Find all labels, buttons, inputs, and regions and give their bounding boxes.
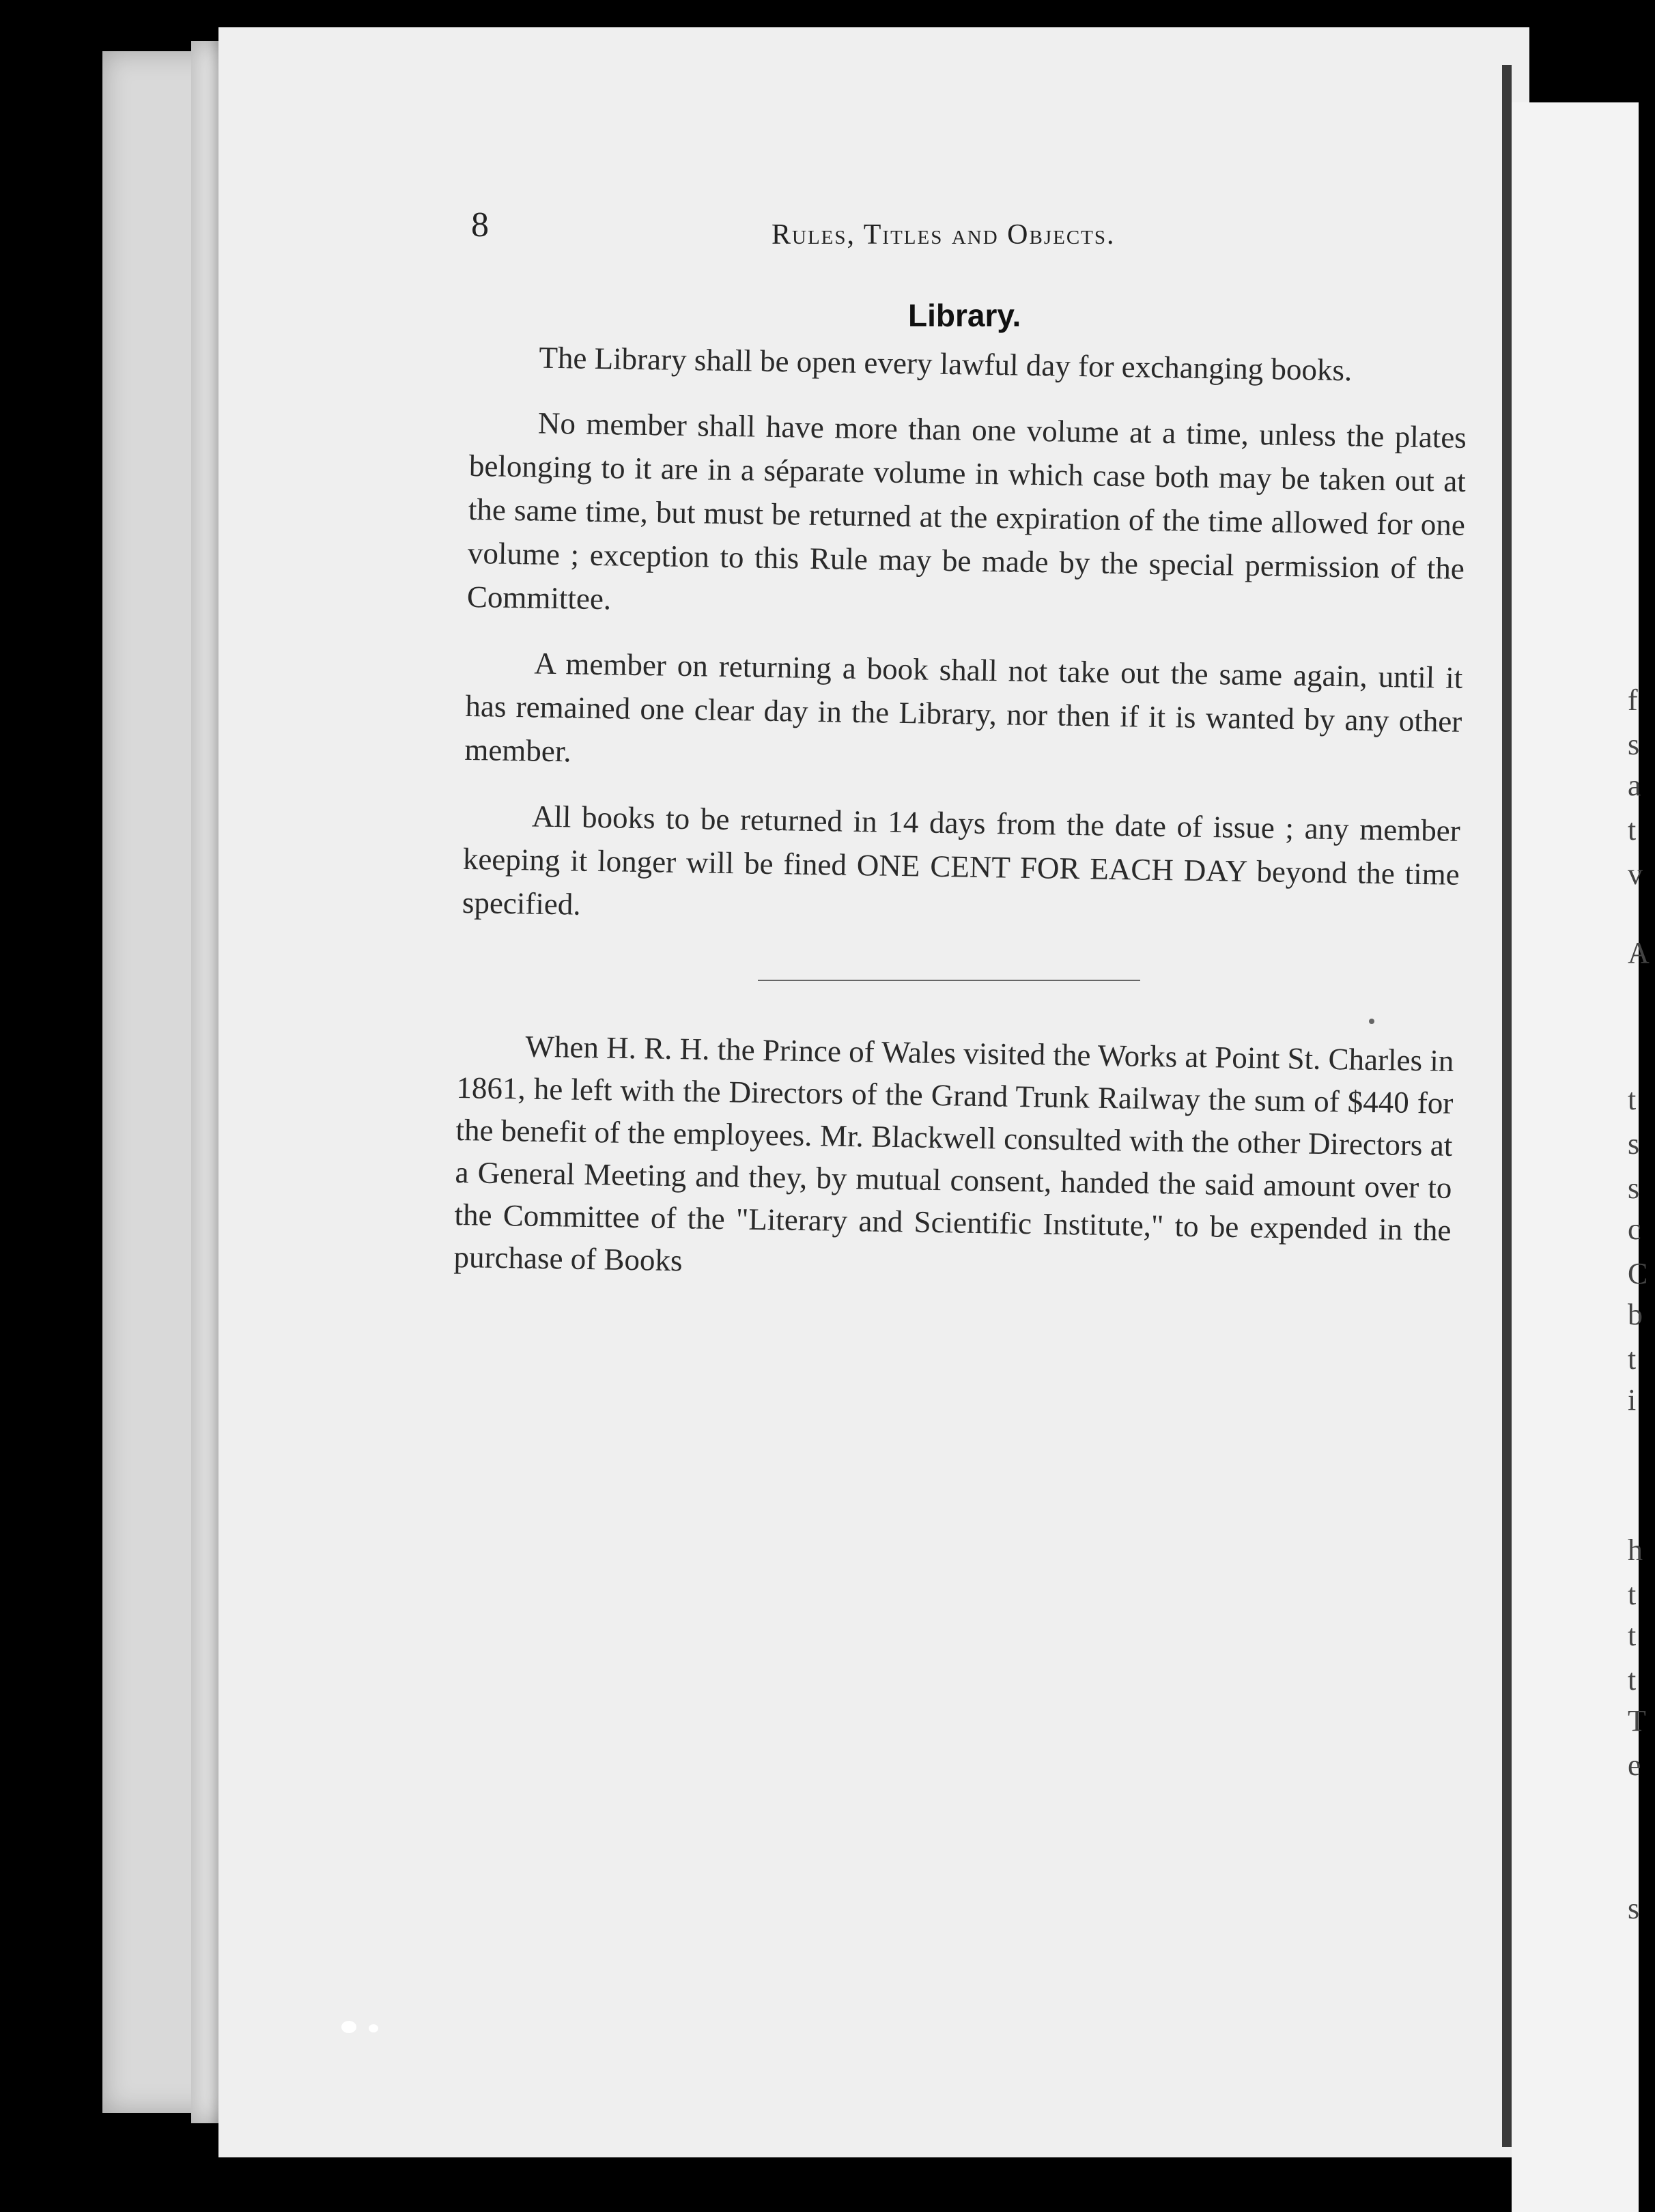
edge-letter: c [1628, 1213, 1641, 1246]
edge-letter: f [1628, 683, 1638, 717]
edge-letter: i [1628, 1383, 1637, 1417]
library-rules [462, 335, 1468, 962]
edge-letter: s [1628, 728, 1640, 761]
edge-letter: A [1628, 936, 1650, 969]
edge-letter: t [1628, 1663, 1637, 1697]
edge-letter: t [1628, 1578, 1637, 1611]
edge-letter: t [1628, 813, 1637, 847]
edge-letter: b [1628, 1298, 1643, 1331]
running-title: Rules, Titles and Objects. [772, 219, 1116, 251]
edge-letter: t [1628, 1619, 1637, 1652]
edge-letter: C [1628, 1257, 1648, 1290]
edge-letter: a [1628, 769, 1641, 802]
historical-note [453, 1024, 1454, 1294]
page-number: 8 [471, 205, 489, 244]
note-paragraph: When H. R. H. the Prince of Wales visited the Works at Point St. Charles in 1861, he left with the Directors of the Grand Trunk Railway the sum of $440 for the benefit of the employees. Mr. Blackwell consulted with the other Directors at a General Meeting and they, by mutual consent, handed the said amount over to the Committee of the "Literary and Scientific Institute," to be expended in the purchase of Books [453, 1029, 1454, 1278]
edge-letter: v [1628, 857, 1643, 891]
scan-speck [341, 2021, 356, 2033]
edge-letter: e [1628, 1748, 1641, 1782]
section-divider [758, 980, 1140, 981]
scan-speck [1369, 1019, 1374, 1024]
rule-paragraph: A member on returning a book shall not take out the same again, until it has remained one clear day in the Library, nor then if it is wanted by any other member. [464, 646, 1463, 769]
section-heading: Library. [908, 298, 1021, 333]
edge-letter: s [1628, 1892, 1640, 1925]
rule-paragraph: The Library shall be open every lawful day for exchanging books. [539, 340, 1353, 388]
edge-letter: s [1628, 1172, 1640, 1205]
scan-speck [369, 2024, 378, 2032]
book-gutter [1502, 65, 1512, 2147]
edge-letter: t [1628, 1083, 1637, 1116]
page-header [471, 205, 1461, 259]
rule-paragraph: All books to be returned in 14 days from the date of issue ; any member keeping it longer will be fined ONE CENT FOR EACH DAY beyond the time specified. [462, 799, 1461, 922]
edge-letter: t [1628, 1342, 1637, 1376]
edge-letter: h [1628, 1533, 1643, 1567]
facing-page-edge [1512, 102, 1650, 2212]
rule-paragraph: No member shall have more than one volume at a time, unless the plates belonging to it are in a séparate volume in which case both may be taken out at the same time, but must be returned at the expiration of the time allowed for one volume ; exception to this Rule may be made by the special permission of the Committee. [466, 406, 1467, 616]
edge-letter: T [1628, 1704, 1646, 1738]
edge-letter: s [1628, 1127, 1640, 1161]
